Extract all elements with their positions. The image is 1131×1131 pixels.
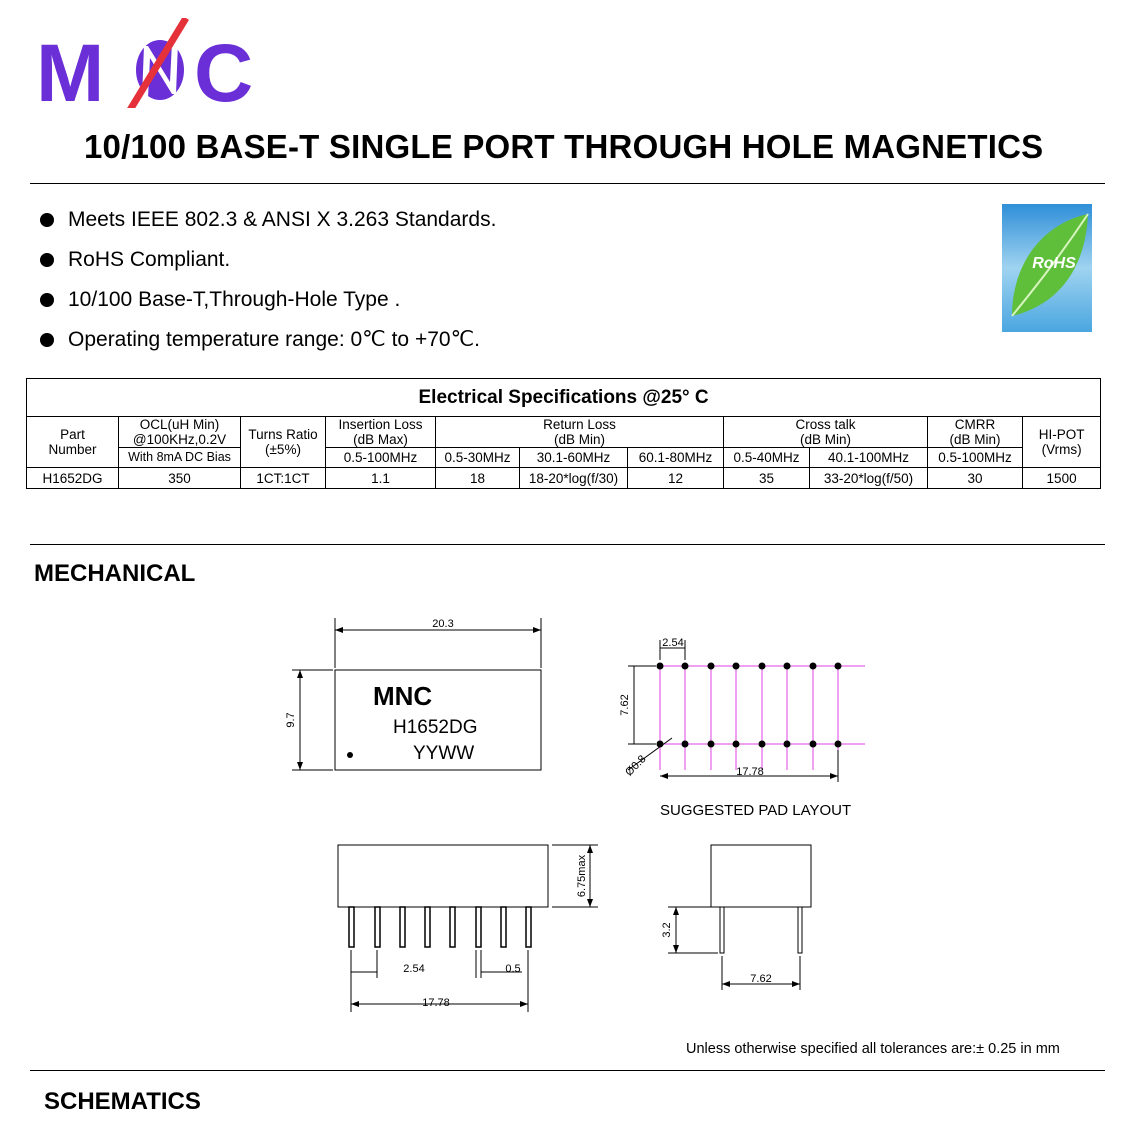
cell-part: H1652DG — [27, 468, 119, 489]
dim-side-height: 6.75max — [576, 854, 588, 898]
header-return-loss: Return Loss (dB Min) — [436, 417, 724, 448]
date-code: YYWW — [413, 743, 475, 764]
mechanical-drawing — [0, 600, 1131, 1030]
dim-span: 17.78 — [736, 766, 764, 778]
dim-end-spacing: 7.62 — [750, 973, 772, 985]
divider — [30, 183, 1105, 184]
bullet-icon — [40, 253, 54, 267]
dim-height: 9.7 — [285, 712, 297, 728]
cell-hipot: 1500 — [1023, 468, 1101, 489]
dim-pitch: 2.54 — [662, 637, 684, 649]
dim-hole: Ø0.8 — [623, 753, 649, 779]
header-insertion: Insertion Loss (dB Max) — [326, 417, 436, 448]
part-number: H1652DG — [393, 717, 478, 738]
subheader-cross-1: 0.5-40MHz — [724, 448, 810, 468]
electrical-spec-table — [26, 378, 1101, 489]
header-turns: Turns Ratio (±5%) — [241, 417, 326, 468]
part-brand: MNC — [373, 681, 433, 711]
dim-side-span: 17.78 — [422, 997, 450, 1009]
subheader-insertion: 0.5-100MHz — [326, 448, 436, 468]
cell-return-3: 12 — [628, 468, 724, 489]
header-ocl: OCL(uH Min) @100KHz,0.2V — [119, 417, 241, 448]
dim-row-spacing: 7.62 — [619, 694, 631, 716]
divider — [30, 544, 1105, 545]
bullet-icon — [40, 213, 54, 227]
tolerance-note: Unless otherwise specified all tolerances are:± 0.25 in mm — [686, 1041, 1060, 1057]
mechanical-heading: MECHANICAL — [34, 560, 196, 587]
cell-insertion: 1.1 — [326, 468, 436, 489]
page-title: 10/100 BASE-T SINGLE PORT THROUGH HOLE MAGNETICS — [84, 128, 1044, 165]
subheader-cross-2: 40.1-100MHz — [810, 448, 928, 468]
svg-text:RoHS: RoHS — [1032, 255, 1076, 272]
feature-list — [40, 200, 496, 360]
cell-return-2: 18-20*log(f/30) — [520, 468, 628, 489]
rohs-badge-icon — [1002, 204, 1092, 332]
table-title: Electrical Specifications @25° C — [27, 379, 1101, 417]
mnc-logo — [36, 18, 266, 108]
divider — [30, 1070, 1105, 1071]
bullet-icon — [40, 293, 54, 307]
header-hipot: HI-POT (Vrms) — [1023, 417, 1101, 468]
subheader-cmrr: 0.5-100MHz — [928, 448, 1023, 468]
subheader-return-1: 0.5-30MHz — [436, 448, 520, 468]
bullet-icon — [40, 333, 54, 347]
cell-return-1: 18 — [436, 468, 520, 489]
svg-text:M: M — [36, 28, 105, 108]
dim-pin-width: 0.5 — [505, 963, 521, 975]
header-cross-talk: Cross talk (dB Min) — [724, 417, 928, 448]
header-part: Part Number — [27, 417, 119, 468]
pad-layout-caption: SUGGESTED PAD LAYOUT — [660, 802, 852, 819]
subheader-return-3: 60.1-80MHz — [628, 448, 724, 468]
dim-pin-length: 3.2 — [661, 922, 673, 938]
feature-item: Operating temperature range: 0℃ to +70℃. — [40, 320, 496, 360]
schematics-heading: SCHEMATICS — [44, 1088, 201, 1115]
dim-side-pitch: 2.54 — [403, 963, 425, 975]
subheader-return-2: 30.1-60MHz — [520, 448, 628, 468]
header-cmrr: CMRR (dB Min) — [928, 417, 1023, 448]
cell-cross-2: 33-20*log(f/50) — [810, 468, 928, 489]
table-row — [27, 468, 1101, 489]
feature-item: 10/100 Base-T,Through-Hole Type . — [40, 280, 496, 320]
subheader-ocl: With 8mA DC Bias — [119, 448, 241, 468]
cell-cmrr: 30 — [928, 468, 1023, 489]
feature-item: RoHS Compliant. — [40, 240, 496, 280]
cell-cross-1: 35 — [724, 468, 810, 489]
feature-item: Meets IEEE 802.3 & ANSI X 3.263 Standards. — [40, 200, 496, 240]
svg-text:C: C — [194, 28, 254, 108]
cell-ocl: 350 — [119, 468, 241, 489]
cell-turns: 1CT:1CT — [241, 468, 326, 489]
dim-width: 20.3 — [432, 618, 454, 630]
